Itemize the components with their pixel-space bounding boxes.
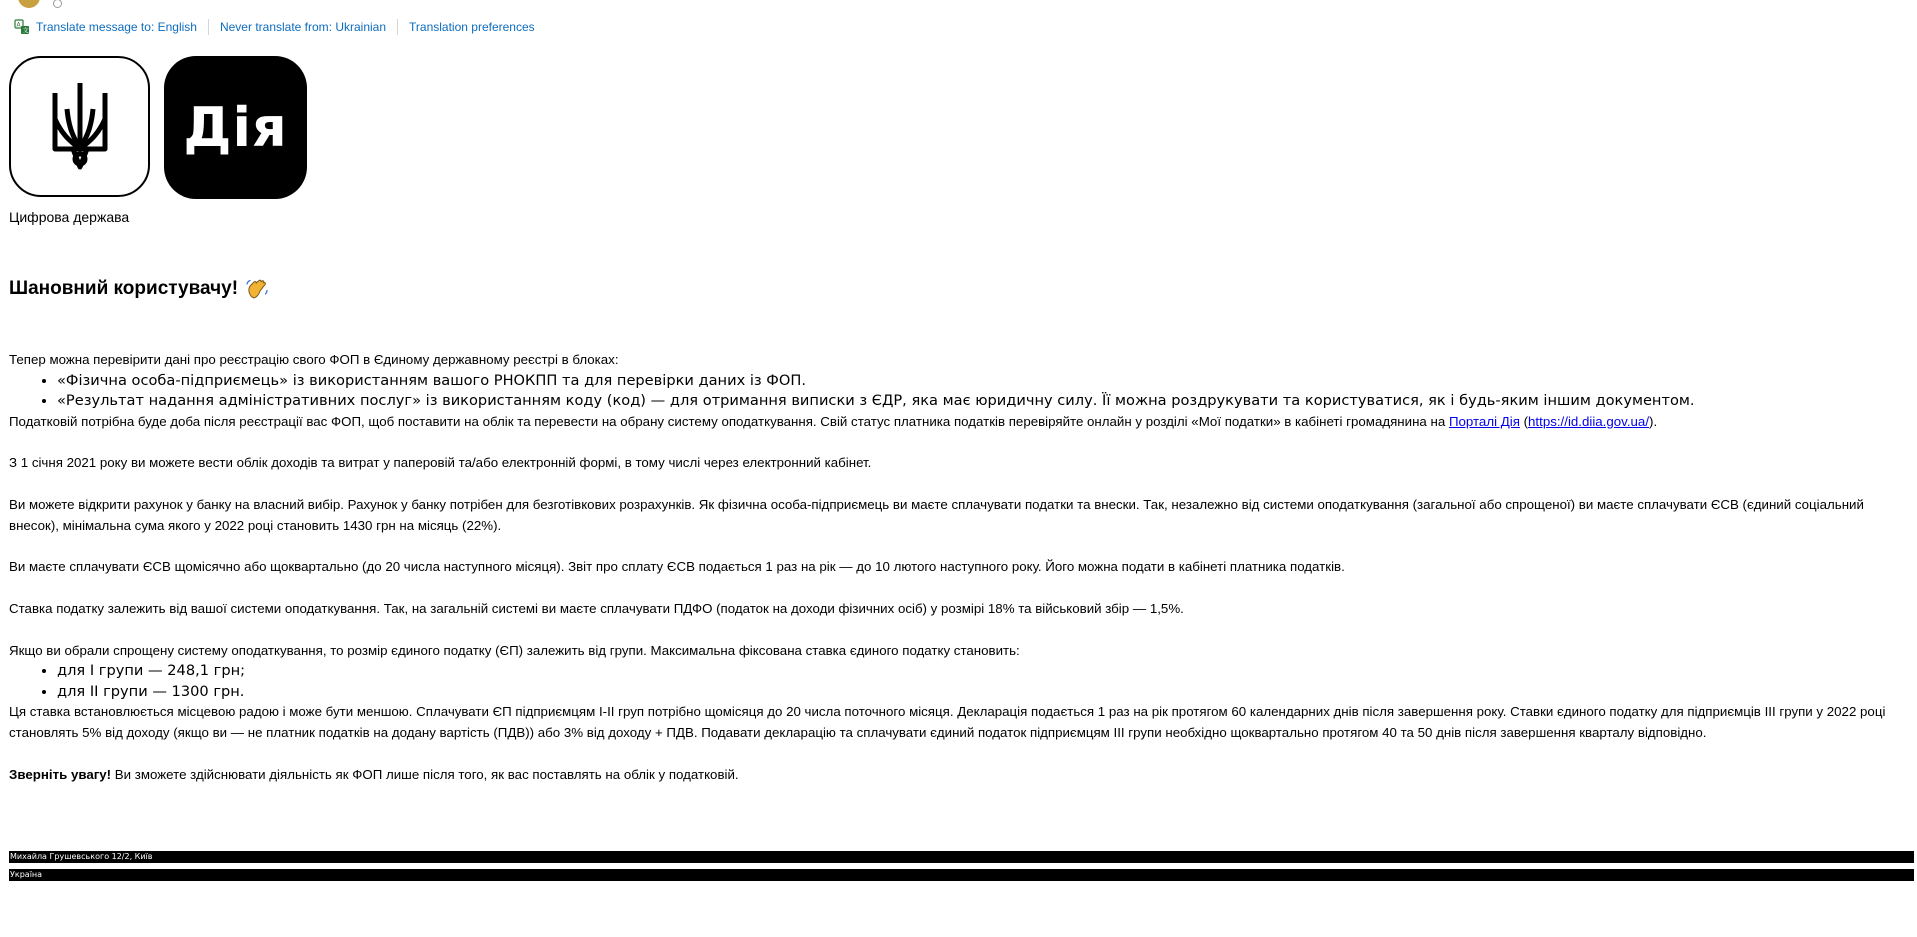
- svg-text:A: A: [16, 21, 21, 29]
- diia-logo-text: Дія: [183, 96, 288, 159]
- tryzub-icon: [49, 79, 111, 175]
- simplified-system-paragraph: Якщо ви обрали спрощену систему оподаткування, то розмір єдиного податку (ЄП) залежить від групи. Максимальна фіксована ставка єдиного податку становить:: [9, 642, 1020, 658]
- sender-avatar[interactable]: [18, 0, 40, 8]
- list-item: • для I групи — 248,1 грн;: [57, 661, 1914, 682]
- tax-office-paragraph: [9, 412, 1914, 433]
- brand-name: Цифрова держава: [9, 209, 130, 225]
- tax-office-text: Податковій потрібна буде доба після реєстрації вас ФОП, щоб поставити на облік та перевести на обрану систему оподаткування. Свій статус платника податків перевіряйте онлайн у розділі «Мої податки» в кабінеті громадянина на: [9, 413, 1449, 429]
- divider: [397, 19, 398, 35]
- list-item: • «Фізична особа-підприємець» із використанням вашого РНОКПП та для перевірки даних із ФОП.: [57, 371, 1914, 392]
- register-blocks-list: [9, 371, 1914, 412]
- waving-hand-icon: [245, 277, 269, 301]
- tryzub-logo: [9, 56, 150, 197]
- translation-bar: [14, 18, 535, 36]
- accounting-paragraph: З 1 січня 2021 року ви можете вести облік доходів та витрат у паперовій та/або електронній формі, в тому числі через електронний кабінет.: [9, 455, 872, 471]
- greeting-heading: [9, 277, 1914, 301]
- translate-message-link[interactable]: Translate message to: English: [36, 20, 197, 34]
- presence-status-icon: [53, 0, 62, 8]
- tax-rate-paragraph: Ставка податку залежить від вашої системи оподаткування. Так, на загальній системі ви маєте сплачувати ПДФО (податок на доходи фізичних осіб) у розмірі 18% та військовий збір — 1,5%.: [9, 600, 1184, 616]
- bank-paragraph: Ви можете відкрити рахунок у банку на власний вибір. Рахунок у банку потрібен для безготівкових розрахунків. Як фізична особа-підприємець ви маєте сплачувати податки та внески. Так, незалежно від системи оподаткування (загальної або спрощеної) ви маєте сплачувати ЄСВ (єдиний соціальний внесок), мінімальна сума якого у 2022 році становить 1430 грн на місяць (22%).: [9, 496, 1864, 533]
- divider: [208, 19, 209, 35]
- attention-label: Зверніть увагу!: [9, 766, 112, 782]
- esv-paragraph: Ви маєте сплачувати ЄСВ щомісячно або щоквартально (до 20 числа наступного місяця). Звіт про сплату ЄСВ подається 1 раз на рік — до 10 лютого наступного року. Його можна подати в кабінеті платника податків.: [9, 559, 1345, 575]
- translation-preferences-link[interactable]: Translation preferences: [409, 20, 535, 34]
- greeting-text: Шановний користувачу!: [9, 278, 239, 299]
- message-content: [9, 350, 1914, 786]
- footer-country: Україна: [9, 869, 1914, 881]
- never-translate-link[interactable]: Never translate from: Ukrainian: [219, 20, 387, 34]
- portal-url-link[interactable]: https://id.diia.gov.ua/: [1528, 413, 1650, 429]
- attention-text: Ви зможете здійснювати діяльність як ФОП лише після того, як вас поставлять на облік у податковій.: [111, 766, 739, 782]
- paren-close: ).: [1649, 413, 1658, 429]
- list-item: • для II групи — 1300 грн.: [57, 682, 1914, 703]
- footer-address: Михайла Грушевського 12/2, Київ: [9, 851, 1914, 863]
- message-body: [9, 56, 1914, 786]
- intro-paragraph: Тепер можна перевірити дані про реєстрацію свого ФОП в Єдиному державному реєстрі в блоках:: [9, 352, 619, 367]
- tax-groups-list: [9, 661, 1914, 702]
- portal-diia-link[interactable]: Порталі Дія: [1448, 413, 1520, 429]
- local-rate-paragraph: Ця ставка встановлюється місцевою радою і може бути меншою. Сплачувати ЄП підприємцям I-II груп потрібно щомісяця до 20 числа поточного місяця. Декларація подається 1 раз на рік протягом 60 календарних днів після завершення року. Ставки єдиного податку для підприємців III групи у 2022 році становлять 5% від доходу (якщо ви — не платник податків на додану вартість (ПДВ)) або 3% від доходу + ПДВ. Подавати декларацію та сплачувати єдиний податок підприємцям III групи необхідно щоквартально протягом 40 та 50 днів після завершення кварталу відповідно.: [9, 704, 1886, 741]
- svg-text:文: 文: [22, 27, 29, 35]
- attention-paragraph: [9, 765, 1914, 786]
- paren-open: (: [1519, 413, 1529, 429]
- list-item: • «Результат надання адміністративних послуг» із використанням коду (код) — для отримання виписки з ЄДР, яка має юридичну силу. Її можна роздрукувати та користуватися, як і будь-яким іншим документом.: [57, 391, 1914, 412]
- translate-icon: [14, 19, 30, 35]
- logo-row: [9, 56, 1914, 199]
- diia-logo: [164, 56, 307, 199]
